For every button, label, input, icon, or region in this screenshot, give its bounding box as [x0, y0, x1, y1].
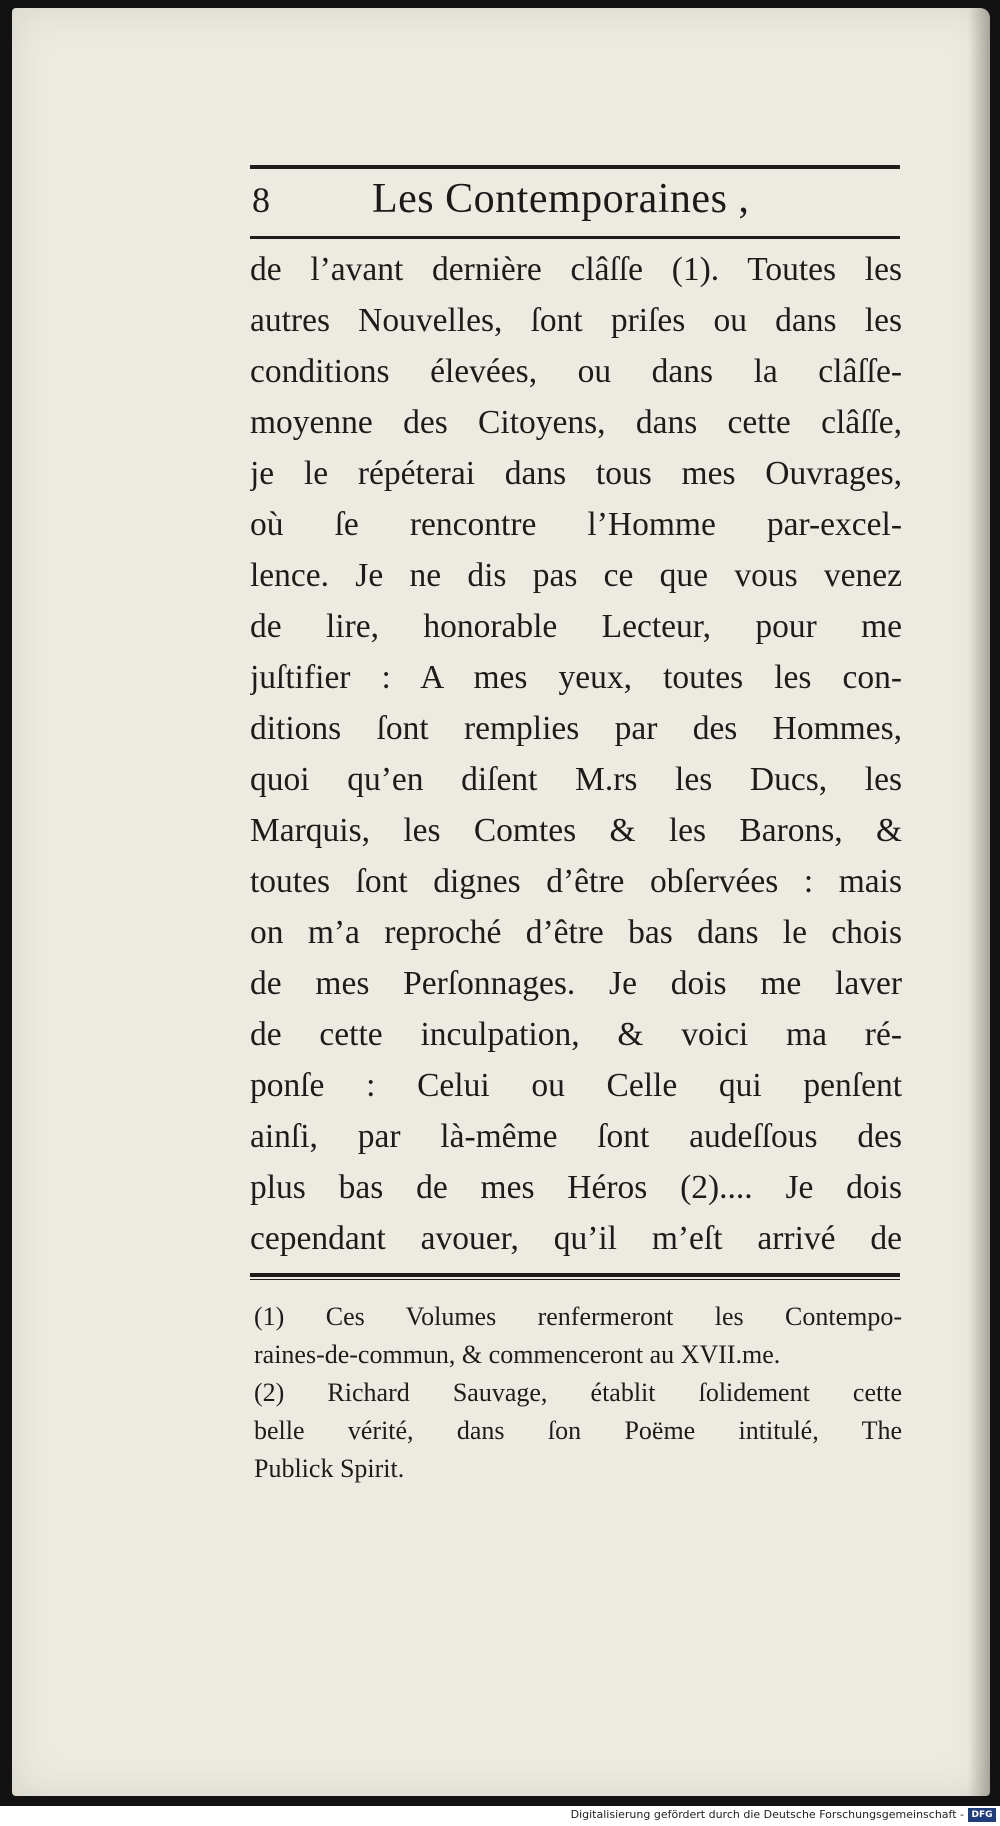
page-number: 8: [252, 180, 270, 220]
body-line: où ſe rencontre l’Homme par-excel-: [250, 506, 902, 543]
body-line: de lire, honorable Lecteur, pour me: [250, 608, 902, 645]
body-line: juſtifier : A mes yeux, toutes les con-: [250, 659, 902, 696]
body-line: cependant avouer, qu’il m’eſt arrivé de: [250, 1220, 902, 1257]
body-line: de cette inculpation, & voici ma ré-: [250, 1016, 902, 1053]
body-line: ainſi, par là-même ſont audeſſous des: [250, 1118, 902, 1155]
footnotes: [254, 1298, 902, 1488]
body-line: de mes Perſonnages. Je dois me laver: [250, 965, 902, 1002]
body-text: [250, 244, 902, 1264]
dfg-logo: DFG: [968, 1808, 996, 1822]
footnote-rule: [250, 1273, 900, 1277]
body-line: de l’avant dernière clâſſe (1). Toutes les: [250, 251, 902, 288]
body-line: quoi qu’en diſent M.rs les Ducs, les: [250, 761, 902, 798]
body-line: Marquis, les Comtes & les Barons, &: [250, 812, 902, 849]
header-top-rule: [250, 165, 900, 169]
footnote-line: (2) Richard Sauvage, établit ſolidement cette: [254, 1378, 902, 1407]
body-line: ponſe : Celui ou Celle qui penſent: [250, 1067, 902, 1104]
header-bottom-rule: [250, 236, 900, 239]
body-line: on m’a reproché d’être bas dans le chois: [250, 914, 902, 951]
footnote-line: belle vérité, dans ſon Poëme intitulé, The: [254, 1416, 902, 1445]
body-line: je le répéterai dans tous mes Ouvrages,: [250, 455, 902, 492]
footnote-rule-thin: [250, 1279, 900, 1280]
running-title: Les Contemporaines ,: [372, 176, 750, 222]
footnote-line: raines-de-commun, & commenceront au XVII.me.: [254, 1340, 781, 1369]
body-line: plus bas de mes Héros (2).... Je dois: [250, 1169, 902, 1206]
body-line: moyenne des Citoyens, dans cette clâſſe,: [250, 404, 902, 441]
body-line: toutes ſont dignes d’être obſervées : mais: [250, 863, 902, 900]
book-page: [12, 8, 990, 1796]
body-line: conditions élevées, ou dans la clâſſe-: [250, 353, 902, 390]
page-header: [252, 173, 900, 231]
footnote-line: Publick Spirit.: [254, 1454, 405, 1483]
digitization-credit: Digitalisierung gefördert durch die Deutsche Forschungsgemeinschaft -: [570, 1808, 964, 1821]
body-line: lence. Je ne dis pas ce que vous venez: [250, 557, 902, 594]
footnote-line: (1) Ces Volumes renfermeront les Contempo-: [254, 1302, 902, 1331]
body-line: autres Nouvelles, ſont priſes ou dans les: [250, 302, 902, 339]
body-line: ditions ſont remplies par des Hommes,: [250, 710, 902, 747]
